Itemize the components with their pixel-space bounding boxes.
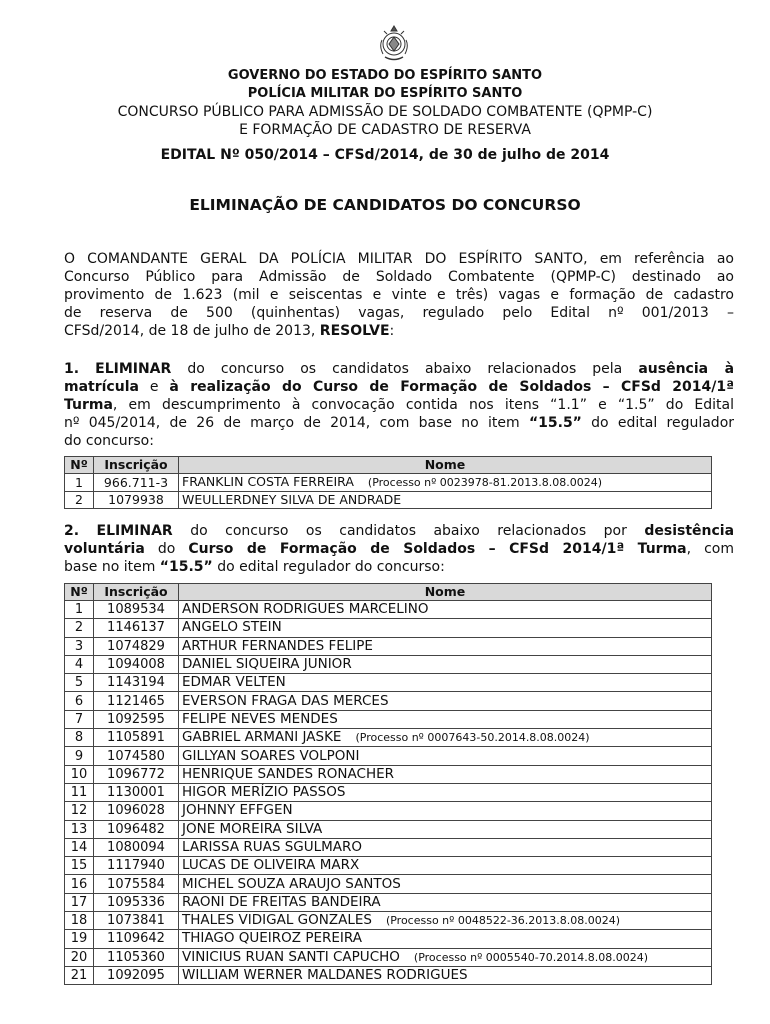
header-police: POLÍCIA MILITAR DO ESPÍRITO SANTO [247, 86, 523, 101]
candidate-name: JONE MOREIRA SILVA [182, 820, 323, 837]
row-number: 1 [65, 601, 94, 619]
row-nome-cell [179, 893, 712, 911]
item-emphasis: à realização do Curso de Formação de Soldados – CFSd 2014/1ª [169, 379, 734, 395]
item-text: , com [686, 541, 734, 557]
candidate-name: THALES VIDIGAL GONZALES [182, 912, 372, 929]
row-inscricao: 1130001 [94, 783, 179, 801]
row-nome-cell [179, 619, 712, 637]
row-number: 9 [65, 747, 94, 765]
row-nome-cell [179, 857, 712, 875]
item-emphasis: “15.5” [528, 415, 582, 431]
row-number: 15 [65, 857, 94, 875]
item1-line [64, 414, 734, 432]
item-emphasis: Curso de Formação de Soldados – CFSd 2014/1ª Turma [188, 541, 687, 557]
item-text: base no item [64, 559, 156, 575]
row-number: 17 [65, 893, 94, 911]
eliminated-absence-table [64, 456, 712, 509]
candidate-name: FELIPE NEVES MENDES [182, 710, 338, 727]
item2-line [64, 540, 734, 558]
table-row [65, 893, 712, 911]
process-number: (Processo nº 0048522-36.2013.8.08.0024) [385, 914, 621, 928]
table-row [65, 783, 712, 801]
row-inscricao: 1143194 [94, 674, 179, 692]
candidate-name: WEULLERDNEY SILVA DE ANDRADE [182, 492, 402, 507]
item-text: nº 045/2014, de 26 de março de 2014, com base no item [64, 415, 520, 431]
item-text: do edital regulador [591, 415, 735, 431]
table-row [65, 857, 712, 875]
item-text: do [157, 541, 176, 557]
row-inscricao: 1073841 [94, 912, 179, 930]
item-number: 1. [64, 361, 80, 377]
item-verb: ELIMINAR [96, 523, 173, 539]
table-header-row [65, 584, 712, 601]
candidate-name: LARISSA RUAS SGULMARO [182, 839, 363, 855]
table-row [65, 710, 712, 728]
table-row [65, 655, 712, 673]
item-text: , em descumprimento à convocação contida nos itens “1.1” e “1.5” do Edital [112, 397, 734, 413]
table-row [65, 765, 712, 783]
item1-line [64, 396, 734, 414]
row-nome-cell [179, 930, 712, 948]
table-row [65, 930, 712, 948]
col-header-nome: Nome [179, 457, 712, 474]
row-inscricao: 1117940 [94, 857, 179, 875]
table-row [65, 492, 712, 509]
row-nome-cell [179, 692, 712, 710]
candidate-name: ANDERSON RODRIGUES MARCELINO [182, 601, 429, 618]
row-nome-cell [179, 966, 712, 984]
row-number: 14 [65, 838, 94, 856]
row-nome-cell [179, 674, 712, 692]
item1-line [64, 378, 734, 396]
header-contest: CONCURSO PÚBLICO PARA ADMISSÃO DE SOLDADO COMBATENTE (QPMP-C) [117, 104, 653, 120]
row-inscricao: 1096482 [94, 820, 179, 838]
table-header-row [65, 457, 712, 474]
row-nome-cell [179, 601, 712, 619]
edital-title: EDITAL Nº 050/2014 – CFSd/2014, de 30 de julho de 2014 [160, 147, 610, 163]
row-nome-cell [179, 637, 712, 655]
row-nome-cell [179, 765, 712, 783]
item-emphasis: desistência [644, 523, 735, 539]
process-number: (Processo nº 0005540-70.2014.8.08.0024) [413, 950, 649, 964]
item1-line: do concurso: [64, 433, 154, 449]
row-nome-cell [179, 802, 712, 820]
intro-colon: : [389, 323, 395, 339]
table-row [65, 875, 712, 893]
resolve-keyword: RESOLVE [319, 323, 390, 339]
row-inscricao: 1109642 [94, 930, 179, 948]
item-emphasis: Turma [64, 397, 113, 413]
row-inscricao: 1095336 [94, 893, 179, 911]
intro-line: O COMANDANTE GERAL DA POLÍCIA MILITAR DO ESPÍRITO SANTO, em referência ao [64, 251, 734, 267]
row-number: 6 [65, 692, 94, 710]
intro-line [64, 322, 734, 340]
item2-line [64, 558, 734, 576]
row-inscricao: 1074580 [94, 747, 179, 765]
table-row [65, 474, 712, 492]
row-nome-cell [179, 783, 712, 801]
table-row [65, 838, 712, 856]
intro-line: Concurso Público para Admissão de Soldado Combatente (QPMP-C) destinado ao [64, 269, 734, 285]
table-row [65, 674, 712, 692]
candidate-name: MICHEL SOUZA ARAUJO SANTOS [182, 875, 401, 892]
row-number: 13 [65, 820, 94, 838]
row-number: 2 [65, 619, 94, 637]
row-nome-cell [179, 948, 712, 966]
table-row [65, 820, 712, 838]
item-emphasis: ausência à [638, 361, 735, 377]
row-nome-cell [179, 655, 712, 673]
row-inscricao: 1096772 [94, 765, 179, 783]
row-number: 4 [65, 655, 94, 673]
item-number: 2. [64, 523, 80, 539]
table-row [65, 601, 712, 619]
row-inscricao: 1105360 [94, 948, 179, 966]
candidate-name: DANIEL SIQUEIRA JUNIOR [182, 656, 352, 673]
page-title: ELIMINAÇÃO DE CANDIDATOS DO CONCURSO [189, 196, 581, 214]
candidate-name: FRANKLIN COSTA FERREIRA [182, 474, 354, 489]
item-text: e [149, 379, 159, 395]
candidate-name: LUCAS DE OLIVEIRA MARX [182, 857, 360, 874]
table-row [65, 692, 712, 710]
candidate-name: EVERSON FRAGA DAS MERCES [182, 692, 389, 709]
row-number: 5 [65, 674, 94, 692]
table-row [65, 912, 712, 930]
row-number: 20 [65, 948, 94, 966]
process-number: (Processo nº 0023978-81.2013.8.08.0024) [367, 476, 603, 489]
row-number: 16 [65, 875, 94, 893]
intro-line: provimento de 1.623 (mil e seiscentas e vinte e três) vagas e formação de cadastro [64, 287, 734, 303]
row-nome-cell [179, 747, 712, 765]
col-header-nome: Nome [179, 584, 712, 601]
candidate-name: GILLYAN SOARES VOLPONI [182, 747, 360, 764]
table-row [65, 619, 712, 637]
row-number: 18 [65, 912, 94, 930]
col-header-num: Nº [65, 457, 94, 474]
eliminated-withdrawal-table [64, 583, 712, 985]
candidate-name: JOHNNY EFFGEN [182, 802, 293, 819]
process-number: (Processo nº 0007643-50.2014.8.08.0024) [355, 731, 590, 745]
row-number: 2 [65, 492, 94, 509]
item2-paragraph [64, 522, 734, 576]
row-inscricao: 966.711-3 [94, 474, 179, 492]
row-nome-cell [179, 710, 712, 728]
row-number: 3 [65, 637, 94, 655]
row-inscricao: 1074829 [94, 637, 179, 655]
row-nome-cell [179, 912, 712, 930]
candidate-name: ARTHUR FERNANDES FELIPE [182, 637, 373, 654]
candidate-name: HIGOR MERÍZIO PASSOS [182, 784, 346, 801]
intro-line: de reserva de 500 (quinhentas) vagas, regulado pelo Edital nº 001/2013 – [64, 305, 734, 321]
header-government: GOVERNO DO ESTADO DO ESPÍRITO SANTO [227, 68, 543, 83]
row-inscricao: 1094008 [94, 655, 179, 673]
header-reserve: E FORMAÇÃO DE CADASTRO DE RESERVA [239, 122, 531, 138]
row-inscricao: 1089534 [94, 601, 179, 619]
candidate-name: HENRIQUE SANDES RONACHER [182, 765, 394, 782]
row-number: 12 [65, 802, 94, 820]
candidate-name: RAONI DE FREITAS BANDEIRA [182, 893, 381, 910]
item-verb: ELIMINAR [95, 361, 172, 377]
candidate-name: WILLIAM WERNER MALDANES RODRIGUES [182, 967, 468, 984]
row-inscricao: 1105891 [94, 729, 179, 747]
row-number: 10 [65, 765, 94, 783]
table-row [65, 729, 712, 747]
table-row [65, 637, 712, 655]
row-number: 8 [65, 729, 94, 747]
row-number: 21 [65, 966, 94, 984]
table-row [65, 966, 712, 984]
item1-line [64, 360, 734, 378]
candidate-name: THIAGO QUEIROZ PEREIRA [182, 930, 362, 947]
row-inscricao: 1092095 [94, 966, 179, 984]
col-header-inscricao: Inscrição [94, 584, 179, 601]
candidate-name: GABRIEL ARMANI JASKE [182, 729, 342, 746]
candidate-name: ANGELO STEIN [182, 619, 282, 636]
table-row [65, 802, 712, 820]
row-inscricao: 1075584 [94, 875, 179, 893]
item-text: do concurso os candidatos abaixo relacionados pela [187, 361, 623, 377]
candidate-name: VINICIUS RUAN SANTI CAPUCHO [182, 948, 400, 965]
item-emphasis: matrícula [64, 379, 139, 395]
table-row [65, 948, 712, 966]
intro-paragraph [64, 250, 734, 340]
row-nome-cell [179, 820, 712, 838]
col-header-inscricao: Inscrição [94, 457, 179, 474]
item-text: do concurso os candidatos abaixo relacionados por [190, 523, 627, 539]
item2-line [64, 522, 734, 540]
item-emphasis: “15.5” [159, 559, 213, 575]
row-inscricao: 1121465 [94, 692, 179, 710]
row-number: 19 [65, 930, 94, 948]
row-nome-cell [179, 492, 712, 509]
row-inscricao: 1079938 [94, 492, 179, 509]
item-emphasis: voluntária [64, 541, 145, 557]
row-nome-cell [179, 729, 712, 747]
row-nome-cell [179, 875, 712, 893]
row-number: 1 [65, 474, 94, 492]
item-text: do edital regulador do concurso: [217, 559, 445, 575]
table-row [65, 747, 712, 765]
row-number: 7 [65, 710, 94, 728]
intro-text: CFSd/2014, de 18 de julho de 2013, [64, 323, 316, 339]
item1-paragraph [64, 360, 734, 450]
row-inscricao: 1080094 [94, 838, 179, 856]
col-header-num: Nº [65, 584, 94, 601]
row-inscricao: 1096028 [94, 802, 179, 820]
row-inscricao: 1092595 [94, 710, 179, 728]
row-number: 11 [65, 783, 94, 801]
coat-of-arms-icon [377, 24, 411, 64]
row-inscricao: 1146137 [94, 619, 179, 637]
row-nome-cell [179, 838, 712, 856]
row-nome-cell [179, 474, 712, 492]
candidate-name: EDMAR VELTEN [182, 674, 286, 691]
